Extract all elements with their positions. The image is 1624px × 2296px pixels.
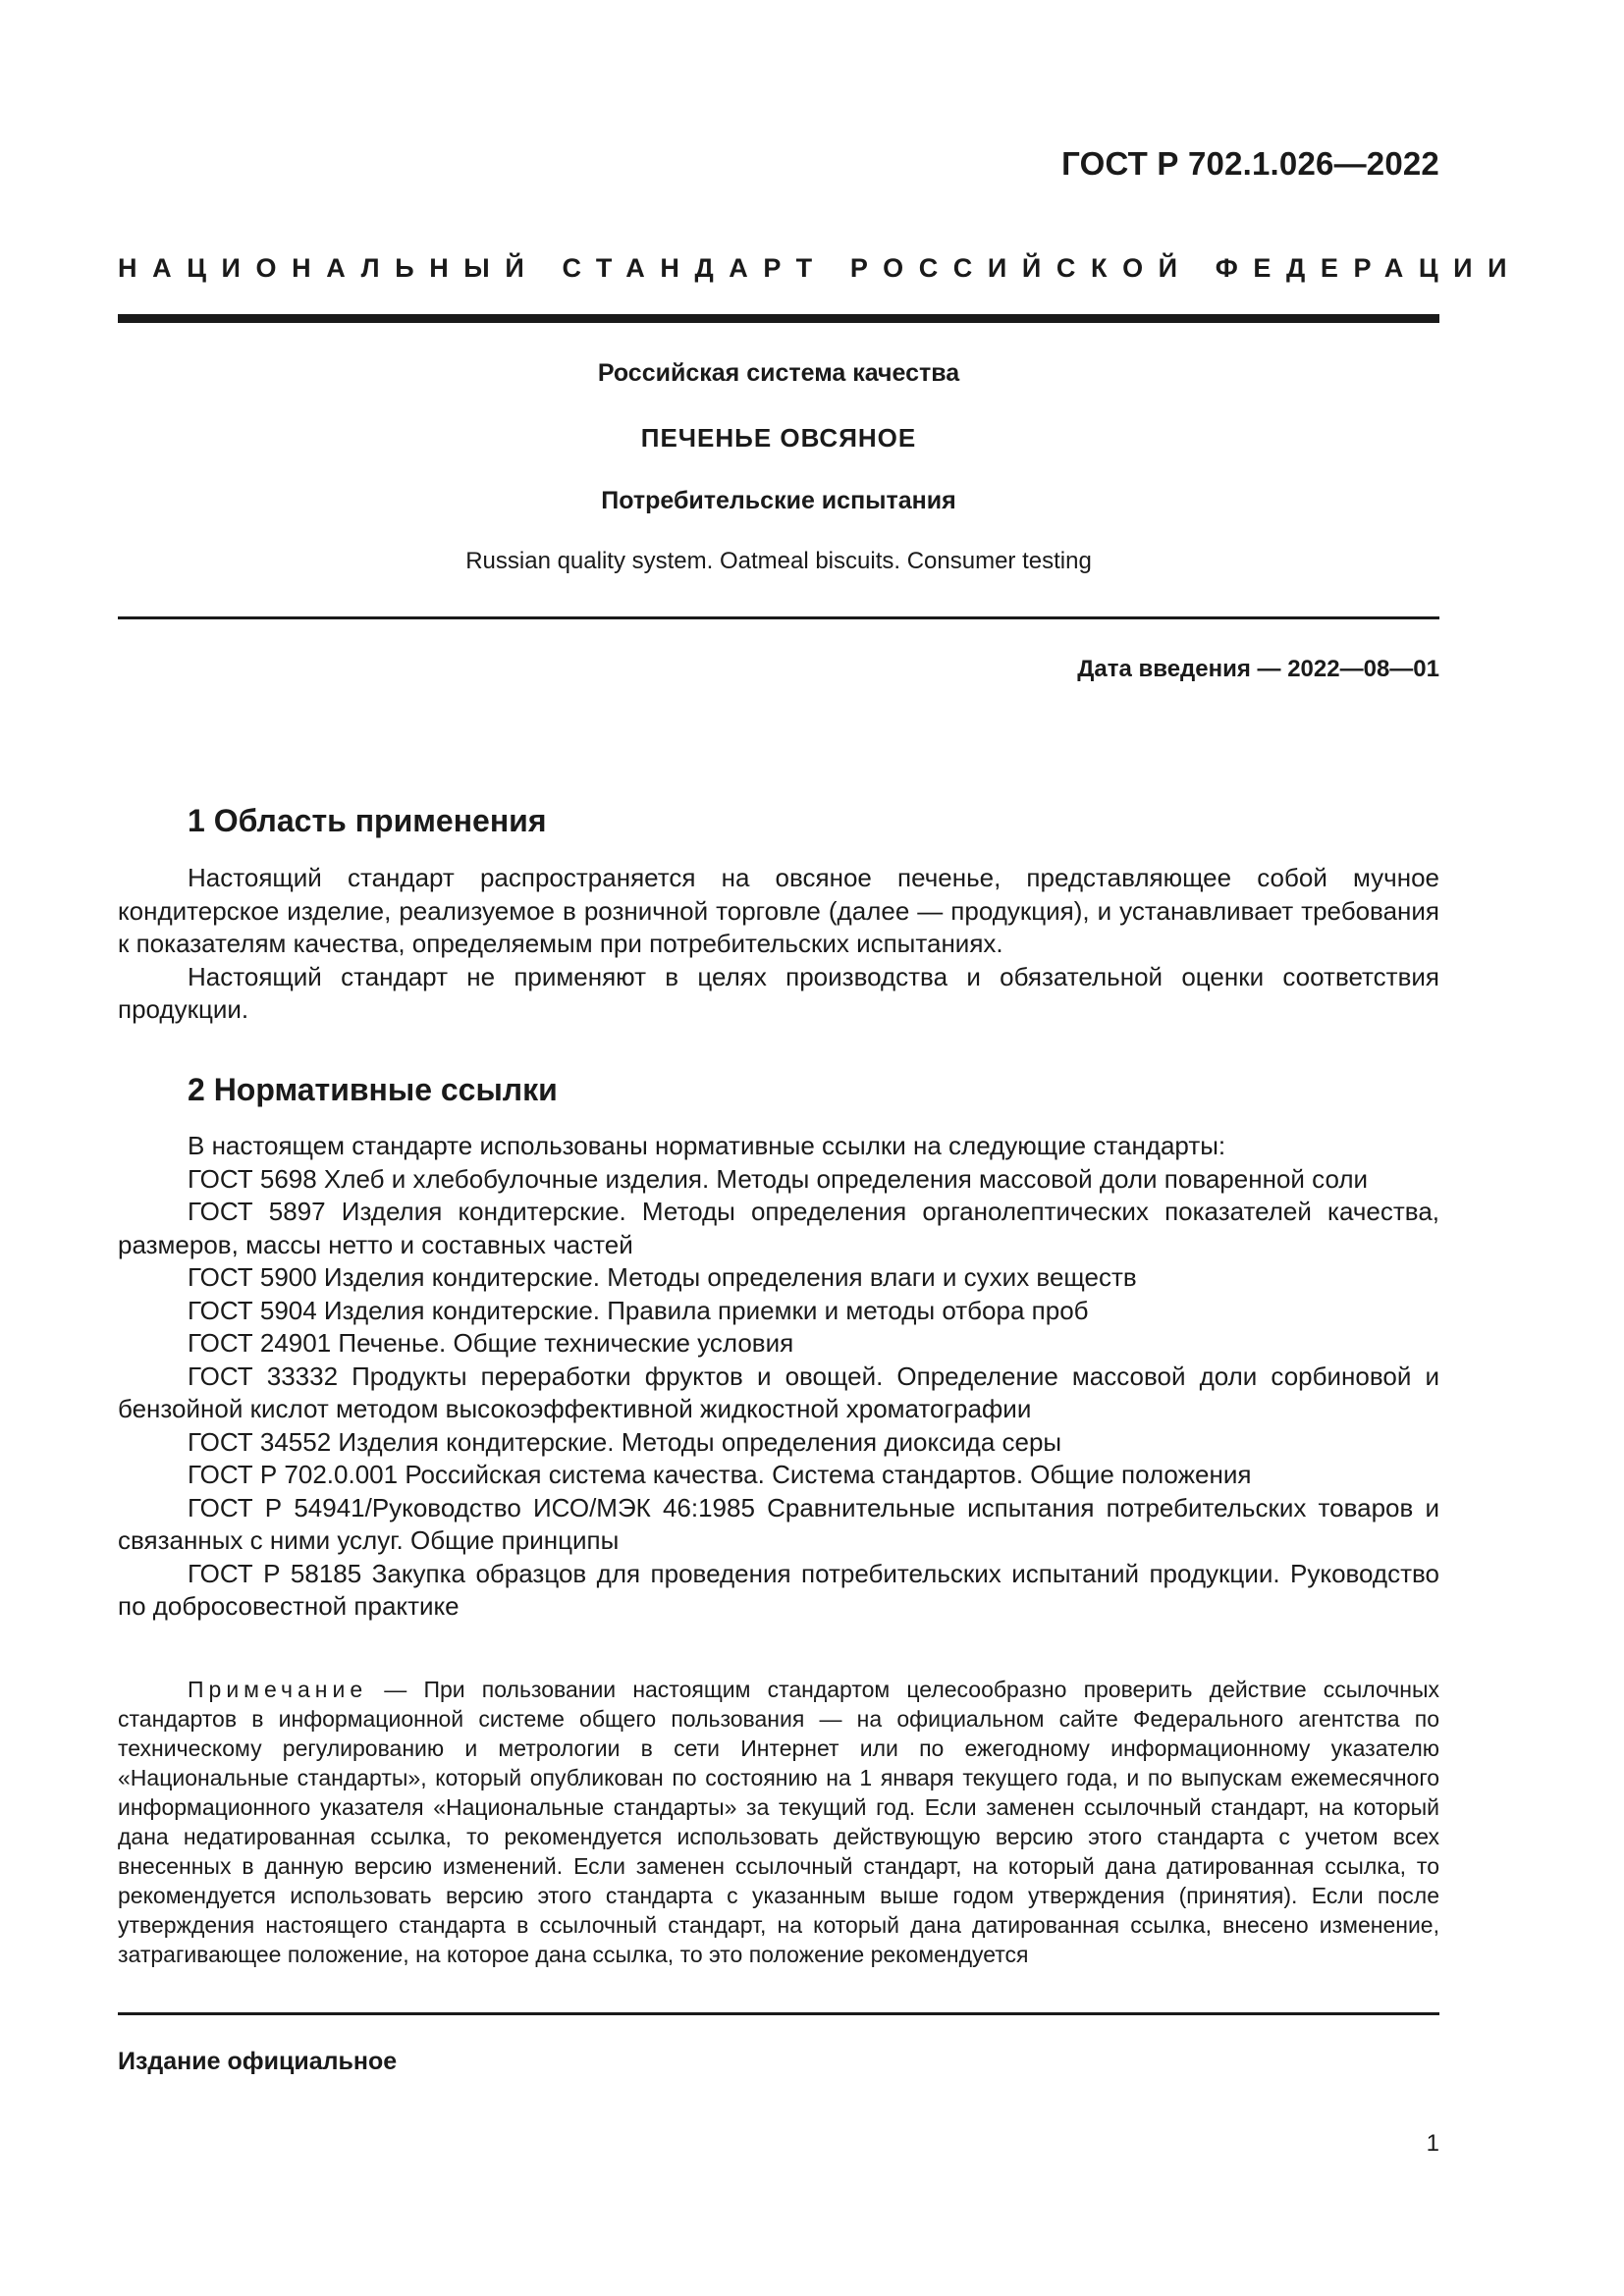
reference-item: ГОСТ 33332 Продукты переработки фруктов и овощей. Определение массовой доли сорбиновой и бензойной кислот методом высокоэффективной жидкостной хроматографии: [118, 1361, 1439, 1423]
section-2-body: [118, 1130, 1439, 1624]
document-id: ГОСТ Р 702.1.026—2022: [1061, 145, 1439, 182]
reference-item: ГОСТ 24901 Печенье. Общие технические условия: [188, 1328, 794, 1358]
section-1-body: [118, 862, 1439, 1027]
page-number: 1: [1426, 2130, 1439, 2157]
reference-item: ГОСТ 5900 Изделия кондитерские. Методы определения влаги и сухих веществ: [188, 1262, 1137, 1292]
document-title: ПЕЧЕНЬЕ ОВСЯНОЕ: [640, 423, 917, 453]
section-2-heading: 2 Нормативные ссылки: [188, 1072, 558, 1107]
section-1-heading: 1 Область применения: [188, 803, 547, 838]
national-standard-banner: НАЦИОНАЛЬНЫЙ СТАНДАРТ РОССИЙСКОЙ ФЕДЕРАЦИИ: [118, 253, 1523, 283]
note-block: [118, 1675, 1439, 1969]
section-2-intro: В настоящем стандарте использованы нормативные ссылки на следующие стандарты:: [188, 1131, 1226, 1160]
reference-item: ГОСТ Р 54941/Руководство ИСО/МЭК 46:1985 Сравнительные испытания потребительских товаров и связанных с ними услуг. Общие принципы: [118, 1492, 1439, 1555]
official-edition-label: Издание официальное: [118, 2048, 398, 2075]
system-name: Российская система качества: [597, 359, 960, 387]
header-rule: [118, 314, 1439, 323]
reference-item: ГОСТ 5698 Хлеб и хлебобулочные изделия. Методы определения массовой доли поваренной соли: [188, 1163, 1369, 1194]
document-page: [118, 0, 1523, 2296]
reference-item: ГОСТ Р 58185 Закупка образцов для проведения потребительских испытаний продукции. Руководство по добросовестной практике: [118, 1558, 1439, 1621]
reference-item: ГОСТ 5897 Изделия кондитерские. Методы определения органолептических показателей качества, размеров, массы нетто и составных частей: [118, 1197, 1439, 1259]
reference-item: ГОСТ 34552 Изделия кондитерские. Методы определения диоксида серы: [188, 1426, 1062, 1457]
reference-item: ГОСТ 5904 Изделия кондитерские. Правила приемки и методы отбора проб: [188, 1295, 1089, 1325]
note-label: Примечание: [188, 1677, 368, 1702]
reference-item: ГОСТ Р 702.0.001 Российская система качества. Система стандартов. Общие положения: [188, 1460, 1252, 1489]
note-text: — При пользовании настоящим стандартом целесообразно проверить действие ссылочных стандартов в информационной системе общего пользования — на официальном сайте Федерального агентства по техническому регулированию и метрологии в сети Интернет или по ежегодному информационному указателю «Национальные стандарты», который опубликован по состоянию на 1 января текущего года, и по выпускам ежемесячного информационного указателя «Национальные стандарты» за текущий год. Если заменен ссылочный стандарт, на который дана недатированная ссылка, то рекомендуется использовать действующую версию этого стандарта с учетом всех внесенных в данную версию изменений. Если заменен ссылочный стандарт, на который дана датированная ссылка, то рекомендуется использовать версию этого стандарта с указанным выше годом утверждения (принятия). Если после утверждения настоящего стандарта в ссылочный стандарт, на который дана датированная ссылка, внесено изменение, затрагивающее положение, на которое дана ссылка, то это положение рекомендуется: [118, 1677, 1439, 1967]
english-title: Russian quality system. Oatmeal biscuits. Consumer testing: [465, 548, 1092, 574]
document-subtitle: Потребительские испытания: [601, 487, 956, 514]
title-rule: [118, 616, 1439, 619]
section-1-paragraph: Настоящий стандарт не применяют в целях производства и обязательной оценки соответствия продукции.: [118, 961, 1439, 1024]
section-1-paragraph: Настоящий стандарт распространяется на овсяное печенье, представляющее собой мучное кондитерское изделие, реализуемое в розничной торговле (далее — продукция), и устанавливает требования к показателям качества, определяемым при потребительских испытаниях.: [118, 863, 1439, 958]
introduction-date: Дата введения — 2022—08—01: [1077, 656, 1439, 682]
footer-rule: [118, 2012, 1439, 2015]
